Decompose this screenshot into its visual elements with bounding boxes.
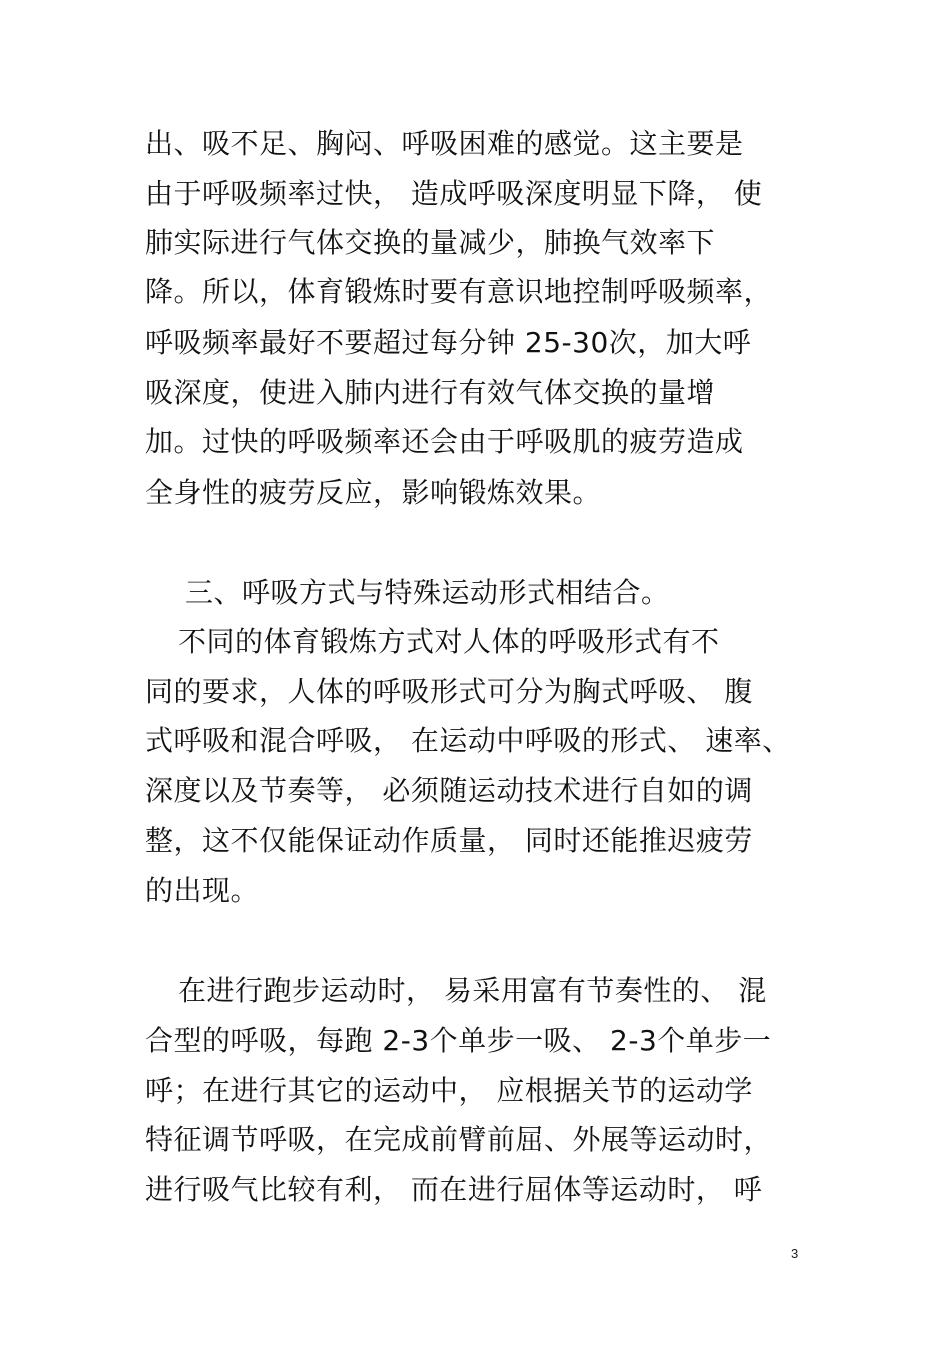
text-line: 进行吸气比较有利， 而在进行屈体等运动时， 呼 (145, 1173, 763, 1206)
text-line: 出、吸不足、胸闷、呼吸困难的感觉。这主要是 (145, 127, 744, 160)
text-line: 的出现。 (145, 874, 260, 907)
text-line: 不同的体育锻炼方式对人体的呼吸形式有不 (178, 625, 720, 658)
page-number: 3 (791, 1246, 799, 1261)
text-line: 呼吸频率最好不要超过每分钟 25-30次，加大呼 (145, 326, 752, 359)
text-line: 特征调节呼吸，在完成前臂前屈、外展等运动时， (145, 1123, 773, 1156)
text-line: 在进行跑步运动时， 易采用富有节奏性的、 混 (178, 974, 767, 1007)
text-line: 深度以及节奏等， 必须随运动技术进行自如的调 (145, 774, 753, 807)
text-line: 式呼吸和混合呼吸， 在运动中呼吸的形式、 速率、 (145, 724, 791, 757)
text-line: 全身性的疲劳反应，影响锻炼效果。 (145, 476, 602, 509)
text-line: 加。过快的呼吸频率还会由于呼吸肌的疲劳造成 (145, 425, 744, 458)
text-line: 同的要求，人体的呼吸形式可分为胸式呼吸、 腹 (145, 675, 753, 708)
text-line: 降。所以，体育锻炼时要有意识地控制呼吸频率， (145, 275, 773, 308)
text-line: 合型的呼吸，每跑 2-3个单步一吸、 2-3个单步一 (145, 1024, 772, 1057)
text-line: 整，这不仅能保证动作质量， 同时还能推迟疲劳 (145, 824, 753, 857)
text-line: 肺实际进行气体交换的量减少，肺换气效率下 (145, 226, 716, 259)
section-heading: 三、呼吸方式与特殊运动形式相结合。 (185, 576, 670, 609)
text-line: 由于呼吸频率过快， 造成呼吸深度明显下降， 使 (145, 177, 763, 210)
text-line: 呼；在进行其它的运动中， 应根据关节的运动学 (145, 1074, 753, 1107)
text-line: 吸深度，使进入肺内进行有效气体交换的量增 (145, 376, 716, 409)
